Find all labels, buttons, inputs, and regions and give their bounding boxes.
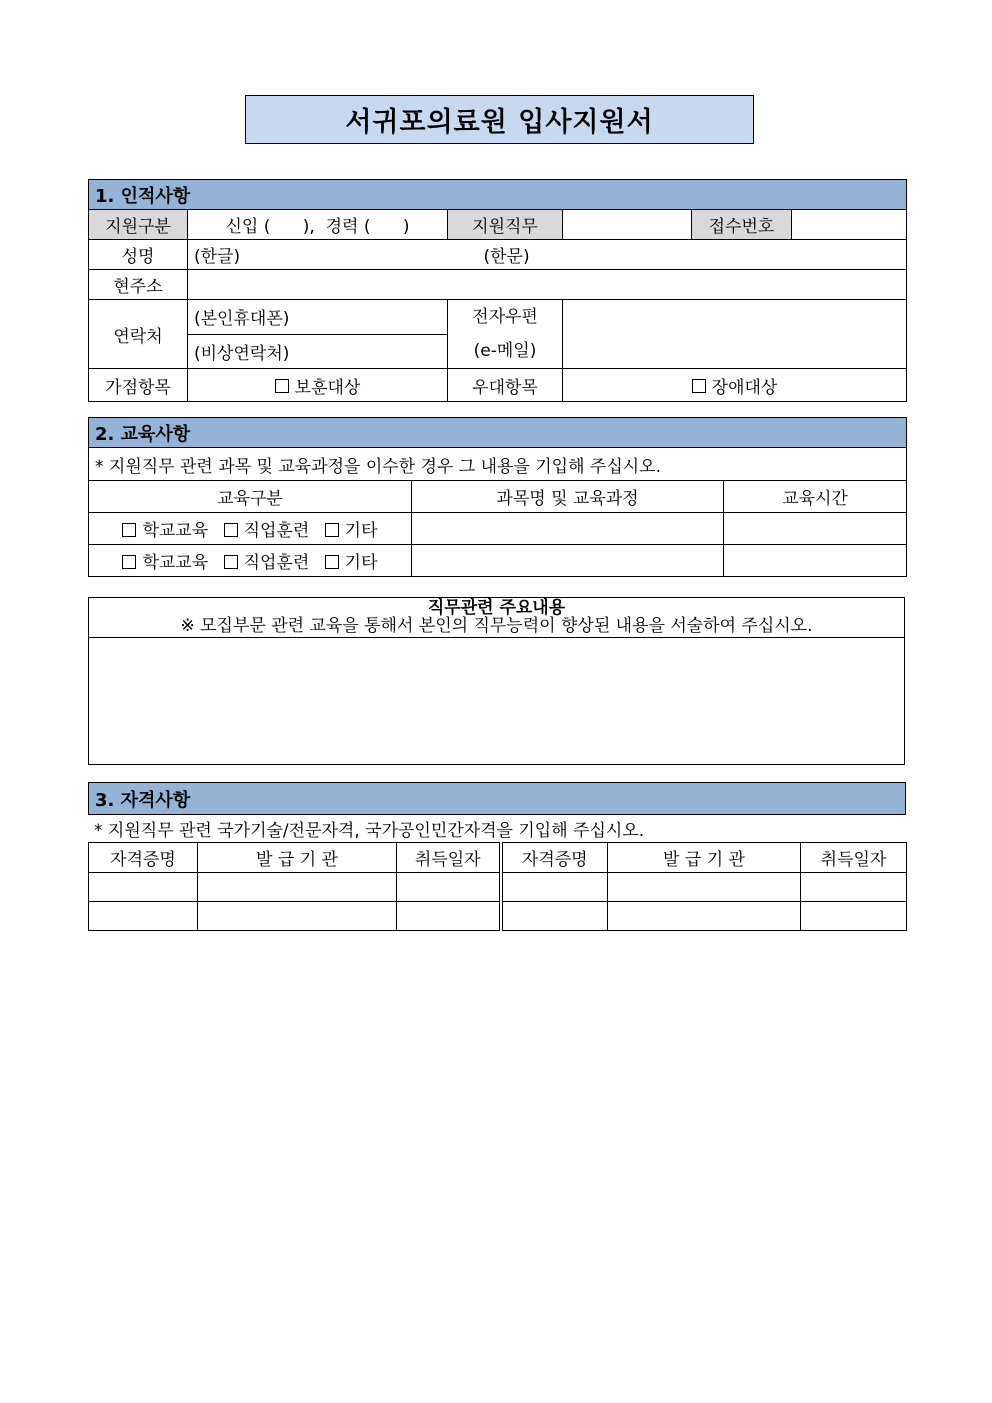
qual-col-date-2: 취득일자 — [801, 843, 907, 873]
apply-type-label: 지원구분 — [89, 210, 188, 240]
qual-col-issuer-2: 발 급 기 관 — [608, 843, 801, 873]
apply-type-field[interactable]: 신입 ( ), 경력 ( ) — [188, 210, 448, 240]
preference-field — [563, 369, 907, 402]
education-col-course: 과목명 및 교육과정 — [412, 481, 724, 513]
job-label: 지원직무 — [448, 210, 563, 240]
table-row — [89, 513, 907, 545]
qualification-heading-table — [88, 782, 906, 815]
hours-field[interactable] — [724, 513, 907, 545]
email-label-line-1: 전자우편 — [472, 307, 538, 327]
qual-issuer-field[interactable] — [198, 873, 397, 902]
other-label: 기타 — [344, 553, 378, 573]
address-field[interactable] — [188, 270, 907, 300]
qualification-note: * 지원직무 관련 국가기술/전문자격, 국가공인민간자격을 기입해 주십시오. — [94, 821, 645, 841]
qual-name-field-2[interactable] — [501, 873, 608, 902]
education-col-type: 교육구분 — [89, 481, 412, 513]
vocational-training-checkbox[interactable] — [224, 555, 238, 569]
receipt-field[interactable] — [792, 210, 907, 240]
job-description-field[interactable] — [89, 638, 904, 764]
other-label: 기타 — [344, 521, 378, 541]
education-table — [88, 417, 907, 577]
veteran-checkbox[interactable] — [275, 379, 289, 393]
email-label-line-2: (e-메일) — [473, 341, 537, 361]
disability-checkbox[interactable] — [692, 379, 706, 393]
education-type-options — [89, 513, 412, 545]
qual-issuer-field-2[interactable] — [608, 902, 801, 931]
personal-info-table — [88, 179, 907, 402]
qual-date-field-2[interactable] — [801, 902, 907, 931]
name-label: 성명 — [89, 240, 188, 270]
qual-col-name: 자격증명 — [89, 843, 198, 873]
qual-date-field[interactable] — [397, 873, 501, 902]
bonus-label: 가점항목 — [89, 369, 188, 402]
qual-name-field-2[interactable] — [501, 902, 608, 931]
education-type-options — [89, 545, 412, 577]
disability-checkbox-label: 장애대상 — [711, 377, 778, 398]
email-label — [448, 300, 563, 369]
veteran-checkbox-label: 보훈대상 — [294, 377, 361, 398]
bonus-field — [188, 369, 448, 402]
address-label: 현주소 — [89, 270, 188, 300]
other-checkbox[interactable] — [325, 523, 339, 537]
section-heading-qualification: 3. 자격사항 — [89, 783, 906, 815]
job-description-header — [89, 598, 904, 638]
form-title: 서귀포의료원 입사지원서 — [245, 95, 754, 144]
other-checkbox[interactable] — [325, 555, 339, 569]
education-note: * 지원직무 관련 과목 및 교육과정을 이수한 경우 그 내용을 기입해 주십시오. — [89, 448, 907, 481]
qualification-table — [88, 842, 907, 931]
job-description-box — [88, 597, 905, 765]
emergency-contact-field[interactable]: (비상연락처) — [188, 334, 448, 369]
vocational-training-label: 직업훈련 — [243, 521, 310, 541]
education-col-hours: 교육시간 — [724, 481, 907, 513]
preference-label: 우대항목 — [448, 369, 563, 402]
section-heading-education: 2. 교육사항 — [89, 418, 907, 448]
name-hanja-label: (한문) — [483, 247, 530, 267]
qual-name-field[interactable] — [89, 873, 198, 902]
qual-col-name-2: 자격증명 — [501, 843, 608, 873]
job-description-heading: 직무관련 주요내용 — [427, 598, 566, 618]
qual-issuer-field-2[interactable] — [608, 873, 801, 902]
qual-date-field-2[interactable] — [801, 873, 907, 902]
school-education-label: 학교교육 — [142, 521, 209, 541]
job-description-note: ※ 모집부문 관련 교육을 통해서 본인의 직무능력이 향상된 내용을 서술하여 주십시오. — [180, 616, 813, 636]
vocational-training-checkbox[interactable] — [224, 523, 238, 537]
qual-col-date: 취득일자 — [397, 843, 501, 873]
course-field[interactable] — [412, 545, 724, 577]
school-education-label: 학교교육 — [142, 553, 209, 573]
school-education-checkbox[interactable] — [122, 555, 136, 569]
name-hanja-field[interactable] — [448, 240, 907, 270]
job-field[interactable] — [563, 210, 692, 240]
qual-issuer-field[interactable] — [198, 902, 397, 931]
qual-col-issuer: 발 급 기 관 — [198, 843, 397, 873]
section-heading-personal: 1. 인적사항 — [89, 180, 907, 210]
email-field[interactable] — [563, 300, 907, 369]
school-education-checkbox[interactable] — [122, 523, 136, 537]
contact-label: 연락처 — [89, 300, 188, 369]
hours-field[interactable] — [724, 545, 907, 577]
table-row — [89, 873, 907, 902]
mobile-field[interactable]: (본인휴대폰) — [188, 300, 448, 335]
table-row — [89, 902, 907, 931]
vocational-training-label: 직업훈련 — [243, 553, 310, 573]
table-row — [89, 545, 907, 577]
course-field[interactable] — [412, 513, 724, 545]
receipt-label: 접수번호 — [692, 210, 792, 240]
qual-name-field[interactable] — [89, 902, 198, 931]
name-korean-field[interactable]: (한글) — [188, 240, 448, 270]
qual-date-field[interactable] — [397, 902, 501, 931]
